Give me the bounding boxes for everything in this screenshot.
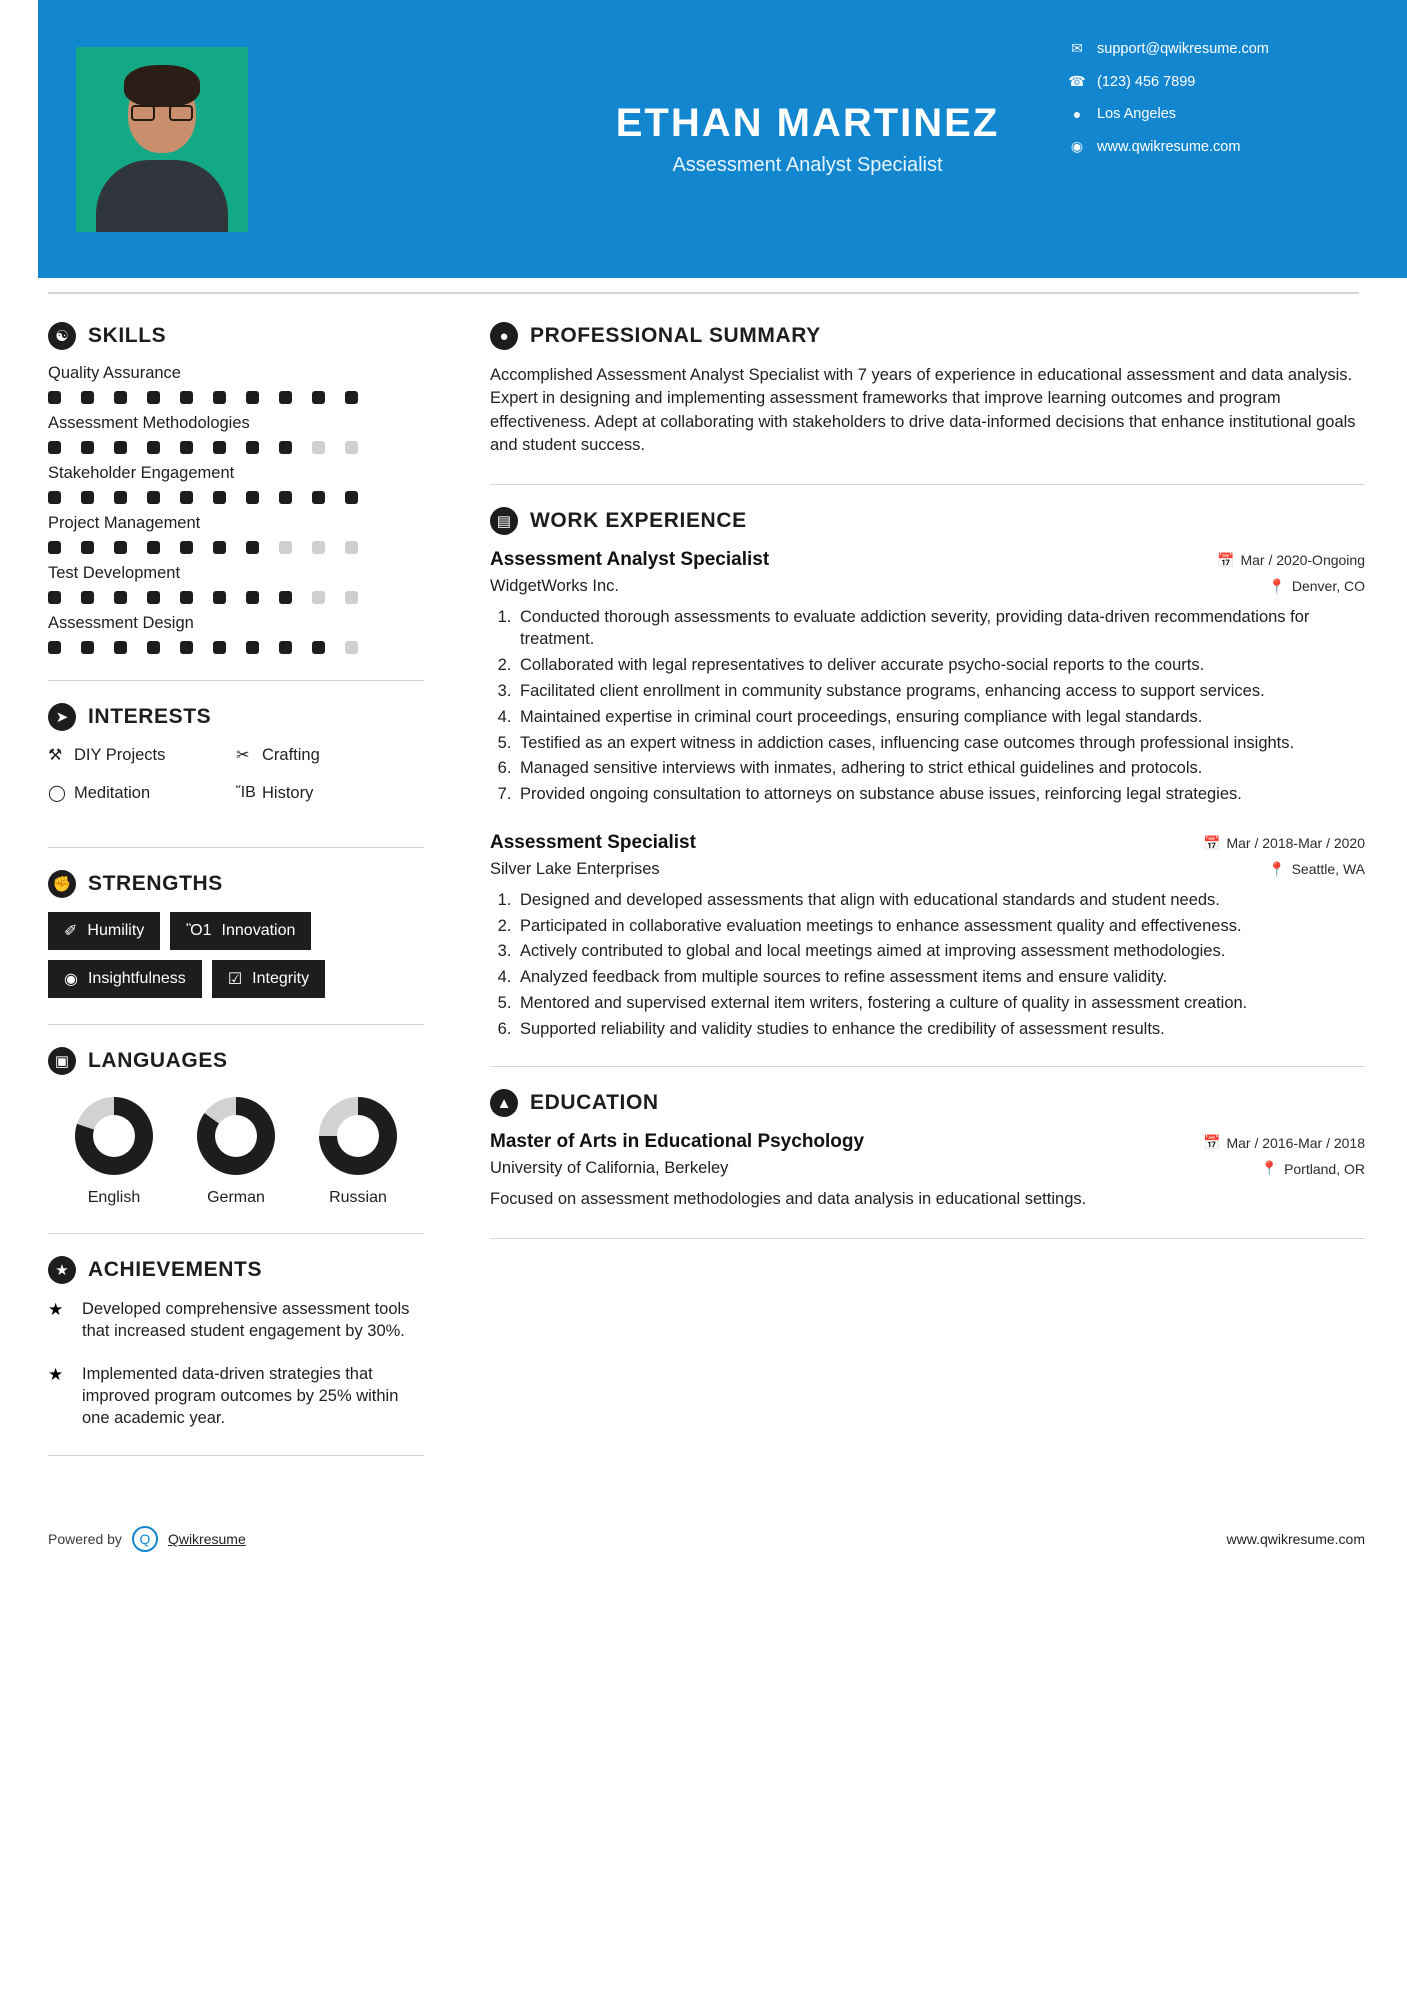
skill-dot: [48, 441, 61, 454]
skills-section-header: [48, 322, 424, 350]
location-pin-icon: 📍: [1268, 577, 1286, 594]
skill-item: [48, 364, 424, 404]
skill-dot: [48, 641, 61, 654]
language-item: [298, 1097, 418, 1207]
education-entry: [490, 1131, 1365, 1211]
skill-label: Test Development: [48, 564, 181, 582]
skill-dot: [48, 591, 61, 604]
job-dates: [1217, 552, 1365, 569]
contact-phone-text: (123) 456 7899: [1097, 73, 1196, 90]
skill-dot: [114, 541, 127, 554]
work-entry: [490, 832, 1365, 1041]
work-title: WORK EXPERIENCE: [530, 508, 747, 532]
interests-title: INTERESTS: [88, 705, 212, 728]
wrench-icon: ⚒: [48, 747, 63, 764]
interests-section-header: [48, 703, 424, 731]
education-title: EDUCATION: [530, 1091, 659, 1115]
contact-phone[interactable]: [1065, 73, 1365, 90]
skill-dot: [213, 591, 226, 604]
skill-dot: [246, 391, 259, 404]
skill-dot: [48, 491, 61, 504]
job-duty: 4. Analyzed feedback from multiple sources to refine assessment items and ensure validity.: [516, 966, 1365, 989]
brand-link[interactable]: Qwikresume: [167, 1531, 246, 1548]
skill-label: Assessment Methodologies: [48, 414, 250, 432]
job-location: [1268, 578, 1365, 595]
skill-dot: [312, 491, 325, 504]
skill-label: Stakeholder Engagement: [48, 464, 235, 482]
resume-header: [38, 0, 1407, 278]
candidate-name: ETHAN MARTINEZ: [615, 101, 1000, 145]
calendar-icon: 📅: [1203, 834, 1221, 851]
strengths-title: STRENGTHS: [88, 872, 223, 895]
work-entry: [490, 549, 1365, 806]
skill-dot: [81, 591, 94, 604]
skill-dot: [213, 541, 226, 554]
graduation-icon: ▲: [490, 1089, 518, 1117]
scissors-icon: ✂: [236, 747, 250, 764]
skill-rating: [48, 491, 424, 504]
skill-dot: [345, 541, 358, 554]
skill-dot: [147, 641, 160, 654]
education-description: Focused on assessment methodologies and data analysis in educational settings.: [490, 1190, 1087, 1209]
language-progress-ring: [75, 1097, 153, 1175]
job-title: Assessment Analyst Specialist: [490, 548, 770, 570]
skill-dot: [147, 441, 160, 454]
star-icon: ★: [48, 1364, 64, 1384]
education-dates: [1203, 1134, 1365, 1151]
skill-dot: [180, 391, 193, 404]
strength-chip: [48, 912, 160, 950]
location-pin-icon: ●: [1072, 106, 1082, 122]
calendar-icon: 📅: [1203, 1134, 1221, 1151]
skill-dot: [114, 641, 127, 654]
contact-email-text: support@qwikresume.com: [1097, 40, 1269, 57]
work-list: [490, 549, 1365, 1041]
calendar-icon: 📅: [1217, 551, 1235, 568]
job-duties: [516, 606, 1365, 806]
job-duty: 4. Maintained expertise in criminal court proceedings, ensuring compliance with legal standards.: [516, 706, 1365, 729]
achievement-item: [48, 1363, 424, 1430]
lightbulb-icon: ☯: [48, 322, 76, 350]
contact-email[interactable]: [1065, 40, 1365, 57]
interest-item: [48, 745, 236, 765]
language-icon: ▣: [48, 1047, 76, 1075]
candidate-role: Assessment Analyst Specialist: [672, 154, 943, 176]
skill-dot: [345, 441, 358, 454]
skill-dot: [81, 391, 94, 404]
job-duty: 6. Supported reliability and validity studies to enhance the credibility of assessment results.: [516, 1018, 1365, 1041]
skill-dot: [48, 391, 61, 404]
interest-label: History: [262, 783, 314, 802]
skill-dot: [81, 641, 94, 654]
language-label: German: [207, 1189, 265, 1206]
job-duty: 2. Participated in collaborative evaluation meetings to enhance assessment quality and effectiveness.: [516, 915, 1365, 938]
strength-label: Innovation: [221, 922, 296, 939]
job-duty: 1. Conducted thorough assessments to evaluate addiction severity, providing data-driven recommendations for treatment.: [516, 606, 1365, 652]
skill-dot: [180, 591, 193, 604]
divider: [48, 1024, 424, 1025]
skill-rating: [48, 441, 424, 454]
job-company: WidgetWorks Inc.: [490, 576, 619, 595]
strength-label: Integrity: [252, 970, 310, 987]
avatar: [76, 47, 248, 232]
star-badge-icon: ★: [48, 1256, 76, 1284]
envelope-icon: ✉: [1071, 40, 1083, 56]
interest-item: [48, 783, 236, 803]
skill-dot: [345, 641, 358, 654]
interest-item: [236, 745, 424, 765]
skill-dot: [180, 441, 193, 454]
job-duty: 5. Testified as an expert witness in addiction cases, influencing case outcomes through professional insights.: [516, 732, 1365, 755]
strength-chip: [48, 960, 202, 998]
skill-dot: [213, 491, 226, 504]
skill-dot: [48, 541, 61, 554]
job-dates-text: Mar / 2020-Ongoing: [1240, 552, 1365, 569]
job-duty: 3. Actively contributed to global and local meetings aimed at improving assessment methodologies.: [516, 940, 1365, 963]
skill-dot: [246, 541, 259, 554]
interest-label: DIY Projects: [74, 745, 166, 764]
skill-label: Project Management: [48, 514, 201, 532]
job-location: [1268, 861, 1365, 878]
skill-dot: [147, 591, 160, 604]
star-icon: ★: [48, 1300, 64, 1319]
education-degree: Master of Arts in Educational Psychology: [490, 1131, 865, 1153]
language-label: English: [87, 1189, 141, 1206]
person-icon: ●: [490, 322, 518, 350]
skill-dot: [279, 391, 292, 404]
skill-rating: [48, 641, 424, 654]
skill-dot: [114, 391, 127, 404]
job-duty: 3. Facilitated client enrollment in community substance programs, enhancing access to support services.: [516, 680, 1365, 703]
skill-label: Quality Assurance: [48, 364, 181, 382]
skill-dot: [213, 641, 226, 654]
skill-dot: [312, 591, 325, 604]
skill-dot: [213, 441, 226, 454]
language-label: Russian: [329, 1189, 387, 1206]
contact-location-text: Los Angeles: [1097, 106, 1177, 122]
skill-dot: [246, 441, 259, 454]
summary-title: PROFESSIONAL SUMMARY: [530, 324, 821, 347]
education-section-header: [490, 1089, 1365, 1117]
job-dates-text: Mar / 2018-Mar / 2020: [1226, 835, 1365, 852]
job-duty: 2. Collaborated with legal representatives to deliver accurate psycho-social reports to the courts.: [516, 654, 1365, 677]
skills-list: [48, 364, 424, 654]
languages-title: LANGUAGES: [88, 1049, 228, 1072]
strength-chip: [212, 960, 325, 998]
job-duty: 5. Mentored and supervised external item writers, fostering a culture of quality in assessment creation.: [516, 992, 1365, 1015]
skill-dot: [246, 491, 259, 504]
strength-label: Insightfulness: [87, 970, 186, 987]
divider: [490, 1238, 1365, 1239]
skill-dot: [180, 641, 193, 654]
eye-icon: ◉: [64, 971, 78, 988]
leaf-icon: ✐: [64, 923, 78, 940]
skill-dot: [81, 491, 94, 504]
skill-dot: [312, 391, 325, 404]
job-company: Silver Lake Enterprises: [490, 859, 660, 878]
qwikresume-logo-icon: Q: [132, 1526, 158, 1552]
job-location-text: Seattle, WA: [1291, 861, 1365, 878]
education-school: University of California, Berkeley: [490, 1159, 729, 1178]
footer: [0, 1502, 1407, 1574]
skill-item: [48, 614, 424, 654]
skill-dot: [279, 491, 292, 504]
skill-item: [48, 414, 424, 454]
fist-icon: ✊: [48, 870, 76, 898]
contact-list: [1065, 40, 1365, 171]
skill-dot: [345, 591, 358, 604]
briefcase-icon: ▤: [490, 507, 518, 535]
job-location-text: Denver, CO: [1291, 578, 1365, 595]
skill-dot: [114, 591, 127, 604]
achievement-text: Developed comprehensive assessment tools that increased student engagement by 30%.: [82, 1300, 410, 1341]
skill-dot: [279, 641, 292, 654]
languages-list: [48, 1089, 424, 1207]
job-duty: 1. Designed and developed assessments that align with educational standards and student needs.: [516, 889, 1365, 912]
interests-list: [48, 745, 424, 821]
skills-title: SKILLS: [88, 324, 167, 347]
skill-dot: [246, 641, 259, 654]
job-duty: 7. Provided ongoing consultation to attorneys on substance abuse issues, reinforcing legal strategies.: [516, 783, 1365, 806]
skill-dot: [147, 391, 160, 404]
contact-website[interactable]: [1065, 138, 1365, 155]
contact-location: [1065, 106, 1365, 122]
language-progress-ring: [319, 1097, 397, 1175]
strengths-section-header: [48, 870, 424, 898]
divider: [490, 484, 1365, 485]
job-duties: [516, 889, 1365, 1041]
languages-section-header: [48, 1047, 424, 1075]
strengths-list: [48, 912, 424, 998]
summary-text: Accomplished Assessment Analyst Specialist with 7 years of experience in educational assessment and data analysis. Expert in designing and implementing assessment frameworks that improve learning outcomes and program effectiveness. Adept at collaborating with stakeholders to drive data-informed decisions that enhance institutional goals and student success.: [490, 366, 1356, 455]
footer-url[interactable]: www.qwikresume.com: [1226, 1531, 1365, 1548]
skill-dot: [180, 541, 193, 554]
job-duty: 6. Managed sensitive interviews with inmates, adhering to strict ethical guidelines and protocols.: [516, 757, 1365, 780]
skill-dot: [312, 441, 325, 454]
strength-label: Humility: [87, 922, 145, 939]
bulb-icon: Ὂ1: [186, 922, 212, 939]
education-dates-text: Mar / 2016-Mar / 2018: [1226, 1134, 1365, 1151]
interest-label: Meditation: [74, 783, 151, 802]
location-pin-icon: 📍: [1268, 860, 1286, 877]
skill-dot: [312, 541, 325, 554]
globe-icon: ◉: [1070, 138, 1084, 154]
phone-icon: ☎: [1068, 73, 1086, 89]
work-section-header: [490, 507, 1365, 535]
skill-dot: [147, 541, 160, 554]
language-item: [176, 1097, 296, 1207]
powered-by-label: Powered by: [48, 1531, 122, 1548]
divider: [48, 1233, 424, 1234]
sidebar: [48, 322, 448, 1478]
language-item: [54, 1097, 174, 1207]
divider: [48, 1455, 424, 1456]
interest-label: Crafting: [262, 745, 320, 764]
skill-dot: [81, 441, 94, 454]
skill-rating: [48, 391, 424, 404]
bank-icon: ἽB: [236, 784, 256, 801]
main-column: [448, 322, 1365, 1478]
education-location-text: Portland, OR: [1284, 1160, 1365, 1177]
skill-dot: [114, 441, 127, 454]
skill-dot: [147, 491, 160, 504]
skill-dot: [81, 541, 94, 554]
achievement-text: Implemented data-driven strategies that improved program outcomes by 25% within one academic year.: [82, 1364, 399, 1428]
achievements-section-header: [48, 1256, 424, 1284]
achievements-list: [48, 1298, 424, 1429]
skill-item: [48, 564, 424, 604]
location-pin-icon: 📍: [1260, 1160, 1279, 1177]
skill-dot: [213, 391, 226, 404]
circle-icon: ◯: [48, 785, 66, 802]
skill-dot: [114, 491, 127, 504]
divider: [48, 680, 424, 681]
interest-item: [236, 783, 424, 803]
paper-plane-icon: ➤: [48, 703, 76, 731]
education-location: [1261, 1160, 1365, 1177]
skill-label: Assessment Design: [48, 614, 194, 632]
contact-website-text: www.qwikresume.com: [1097, 138, 1241, 155]
summary-section-header: [490, 322, 1365, 350]
job-title: Assessment Specialist: [490, 831, 696, 853]
skill-item: [48, 464, 424, 504]
divider: [48, 847, 424, 848]
skill-item: [48, 514, 424, 554]
skill-rating: [48, 591, 424, 604]
skill-dot: [345, 391, 358, 404]
achievements-title: ACHIEVEMENTS: [88, 1258, 263, 1281]
check-square-icon: ☑: [227, 971, 243, 988]
skill-dot: [345, 491, 358, 504]
skill-dot: [246, 591, 259, 604]
skill-dot: [312, 641, 325, 654]
skill-dot: [279, 541, 292, 554]
job-dates: [1203, 835, 1365, 852]
strength-chip: [170, 912, 311, 950]
skill-dot: [279, 591, 292, 604]
skill-dot: [279, 441, 292, 454]
divider: [490, 1066, 1365, 1067]
achievement-item: [48, 1298, 424, 1343]
skill-rating: [48, 541, 424, 554]
skill-dot: [180, 491, 193, 504]
language-progress-ring: [197, 1097, 275, 1175]
